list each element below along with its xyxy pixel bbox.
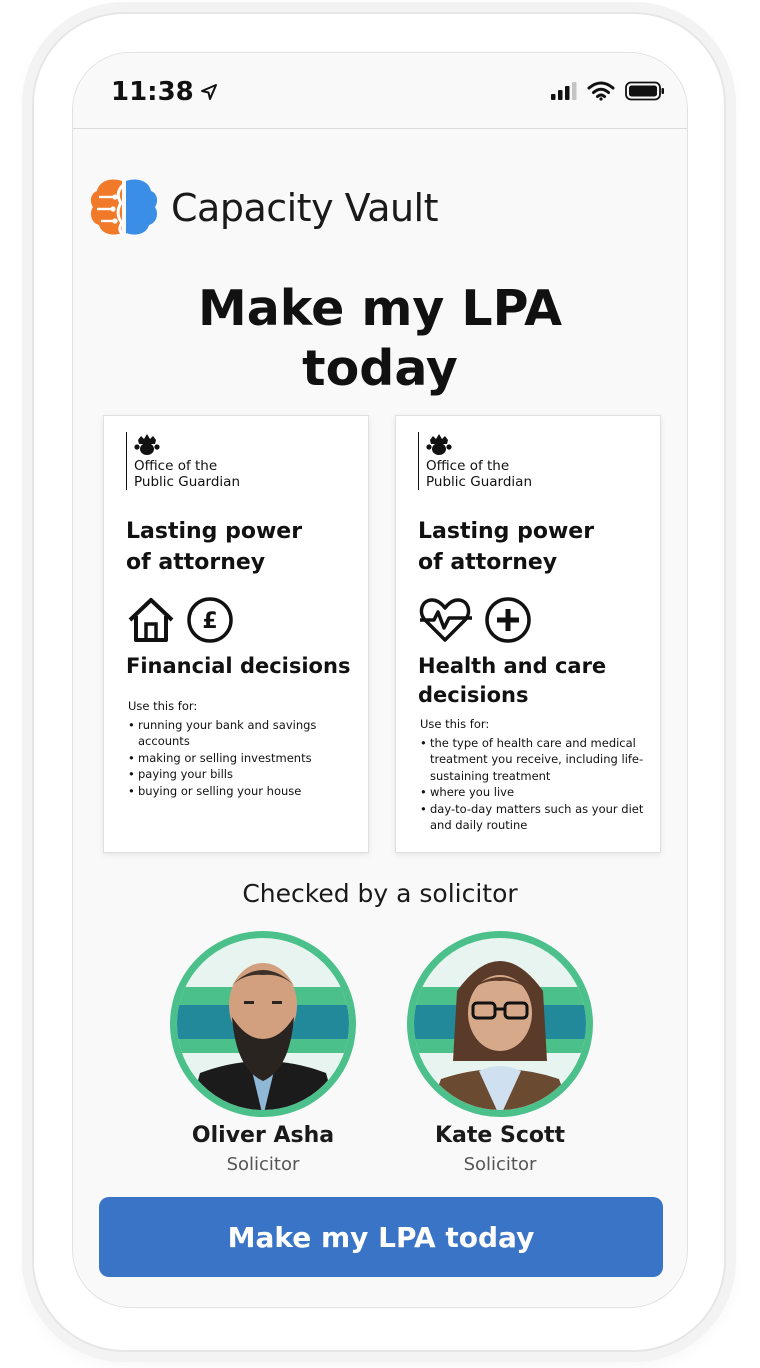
card-subtitle <box>418 652 656 710</box>
use-block <box>420 716 652 834</box>
avatar <box>407 931 593 1117</box>
solicitor-role: Solicitor <box>463 1154 537 1175</box>
opg-line1: Office of the <box>134 458 218 474</box>
page-title <box>73 279 687 399</box>
pound-coin-icon <box>186 596 234 644</box>
card-subtitle: Financial decisions <box>126 654 351 678</box>
list-item: • paying your bills <box>128 766 360 783</box>
list-item: • buying or selling your house <box>128 783 360 800</box>
status-bar <box>73 53 687 129</box>
list-item: • day-to-day matters such as your diet and daily routine <box>420 801 652 834</box>
list-item: • making or selling investments <box>128 750 360 767</box>
card-icons <box>418 596 532 644</box>
solicitor-role: Solicitor <box>226 1154 300 1175</box>
brand-logo[interactable] <box>89 177 438 239</box>
brain-head-logo-icon <box>89 177 159 239</box>
list-item: • running your bank and savings accounts <box>128 717 360 750</box>
royal-crest-icon <box>426 432 452 456</box>
solicitor-profile[interactable] <box>168 931 358 1175</box>
status-time <box>111 77 218 107</box>
heart-pulse-icon <box>418 596 474 644</box>
opg-line2: Public Guardian <box>426 474 532 490</box>
card-title-line2: of attorney <box>418 550 558 575</box>
royal-crest-icon <box>134 432 160 456</box>
card-subtitle-line2: decisions <box>418 683 529 707</box>
page-title-line1: Make my LPA <box>197 280 562 337</box>
solicitor-name: Oliver Asha <box>191 1123 335 1148</box>
card-icons <box>126 596 234 644</box>
solicitor-heading: Checked by a solicitor <box>242 879 518 908</box>
card-title <box>126 516 356 578</box>
page-title-line2: today <box>302 340 458 397</box>
battery-icon <box>625 81 665 101</box>
use-list <box>420 735 652 834</box>
list-item: • the type of health care and medical treatment you receive, including life-sustaining treatment <box>420 735 652 785</box>
card-title-line1: Lasting power <box>126 519 303 544</box>
house-icon <box>126 596 176 644</box>
avatar <box>170 931 356 1117</box>
opg-branding <box>418 432 532 490</box>
use-intro: Use this for: <box>128 699 198 713</box>
card-title <box>418 516 648 578</box>
svg-text:£: £ <box>202 609 218 634</box>
use-intro: Use this for: <box>420 717 490 731</box>
wifi-icon <box>587 81 615 101</box>
opg-line2: Public Guardian <box>134 474 240 490</box>
card-title-line1: Lasting power <box>418 519 595 544</box>
use-block <box>128 698 360 799</box>
status-icons <box>551 81 665 101</box>
lpa-card-health[interactable] <box>395 415 661 853</box>
use-list <box>128 717 360 800</box>
list-item: • where you live <box>420 784 652 801</box>
make-lpa-button[interactable]: Make my LPA today <box>99 1197 663 1277</box>
lpa-card-financial[interactable] <box>103 415 369 853</box>
opg-branding <box>126 432 240 490</box>
solicitor-profile[interactable] <box>405 931 595 1175</box>
opg-line1: Office of the <box>426 458 510 474</box>
card-title-line2: of attorney <box>126 550 266 575</box>
app-screen <box>72 52 688 1308</box>
brand-name: Capacity Vault <box>171 186 439 230</box>
cellular-signal-icon <box>551 81 577 101</box>
location-arrow-icon <box>200 83 218 101</box>
solicitor-name: Kate Scott <box>434 1123 566 1148</box>
time-text: 11:38 <box>111 77 194 107</box>
card-subtitle-line1: Health and care <box>418 654 607 678</box>
plus-circle-icon <box>484 596 532 644</box>
